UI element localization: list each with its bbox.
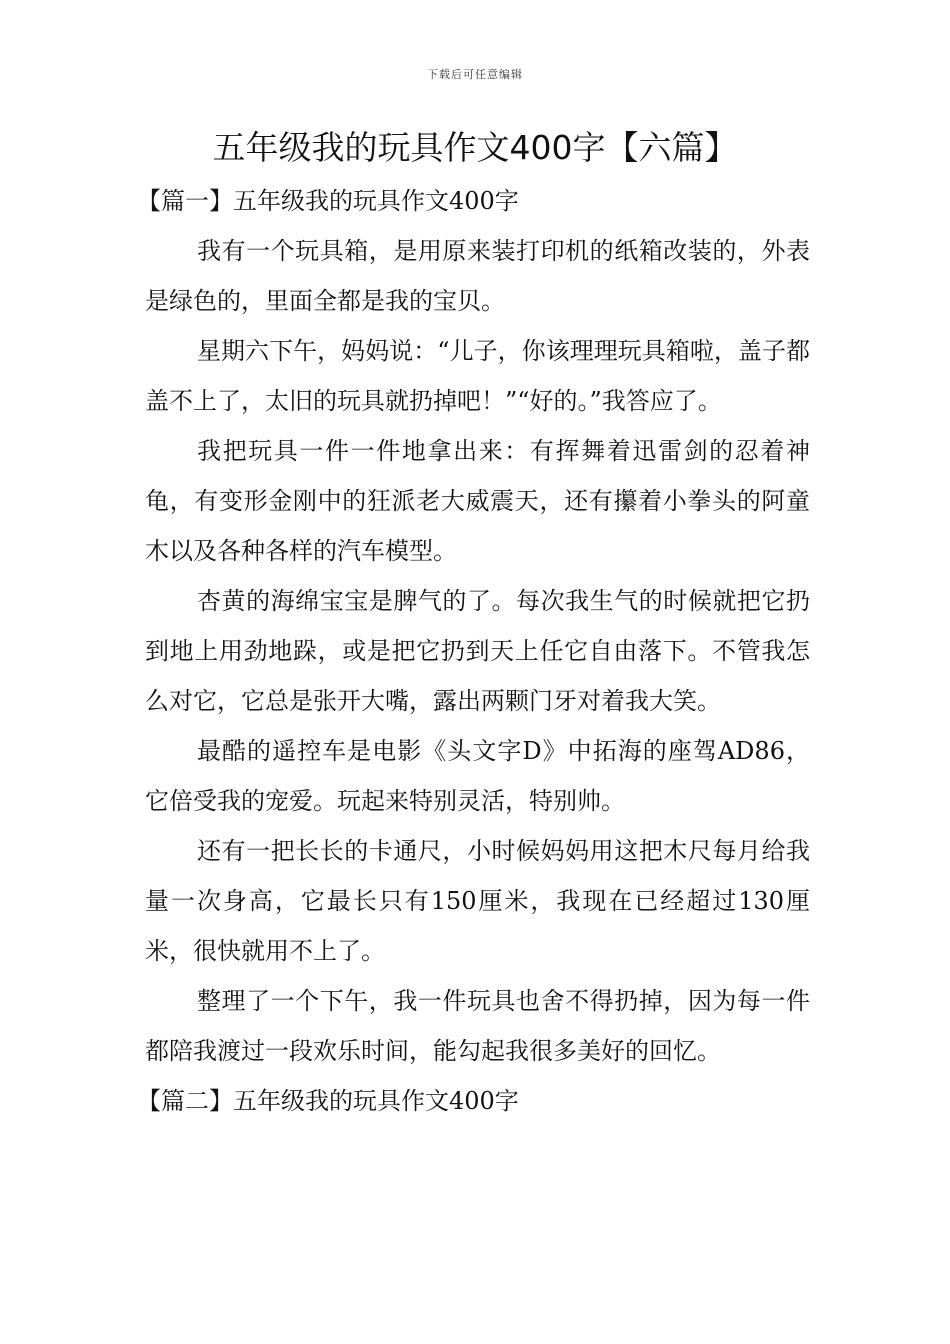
paragraph: 我把玩具一件一件地拿出来：有挥舞着迅雷剑的忍着神龟，有变形金刚中的狂派老大威震天，还有攥着小拳头的阿童木以及各种各样的汽车模型。 — [145, 437, 810, 565]
section-heading-1: 【篇一】五年级我的玩具作文400字 — [137, 187, 519, 215]
paragraph: 杏黄的海绵宝宝是脾气的了。每次我生气的时候就把它扔到地上用劲地跺，或是把它扔到天上任它自由落下。不管我怎么对它，它总是张开大嘴，露出两颗门牙对着我大笑。 — [145, 587, 810, 715]
paragraph: 整理了一个下午，我一件玩具也舍不得扔掉，因为每一件都陪我渡过一段欢乐时间，能勾起我很多美好的回忆。 — [145, 987, 810, 1065]
paragraph: 最酷的遥控车是电影《头文字D》中拓海的座驾AD86，它倍受我的宠爱。玩起来特别灵活，特别帅。 — [145, 737, 810, 815]
document-body — [137, 176, 810, 1126]
paragraph: 还有一把长长的卡通尺，小时候妈妈用这把木尺每月给我量一次身高，它最长只有150厘米，我现在已经超过130厘米，很快就用不上了。 — [145, 837, 810, 965]
section-heading-2: 【篇二】五年级我的玩具作文400字 — [137, 1087, 519, 1115]
paragraph: 我有一个玩具箱，是用原来装打印机的纸箱改装的，外表是绿色的，里面全都是我的宝贝。 — [145, 237, 810, 315]
paragraph: 星期六下午，妈妈说：“儿子，你该理理玩具箱啦，盖子都盖不上了，太旧的玩具就扔掉吧！”“好的。”我答应了。 — [145, 337, 810, 415]
document-title: 五年级我的玩具作文400字【六篇】 — [212, 128, 738, 167]
header-note: 下载后可任意编辑 — [427, 68, 523, 81]
